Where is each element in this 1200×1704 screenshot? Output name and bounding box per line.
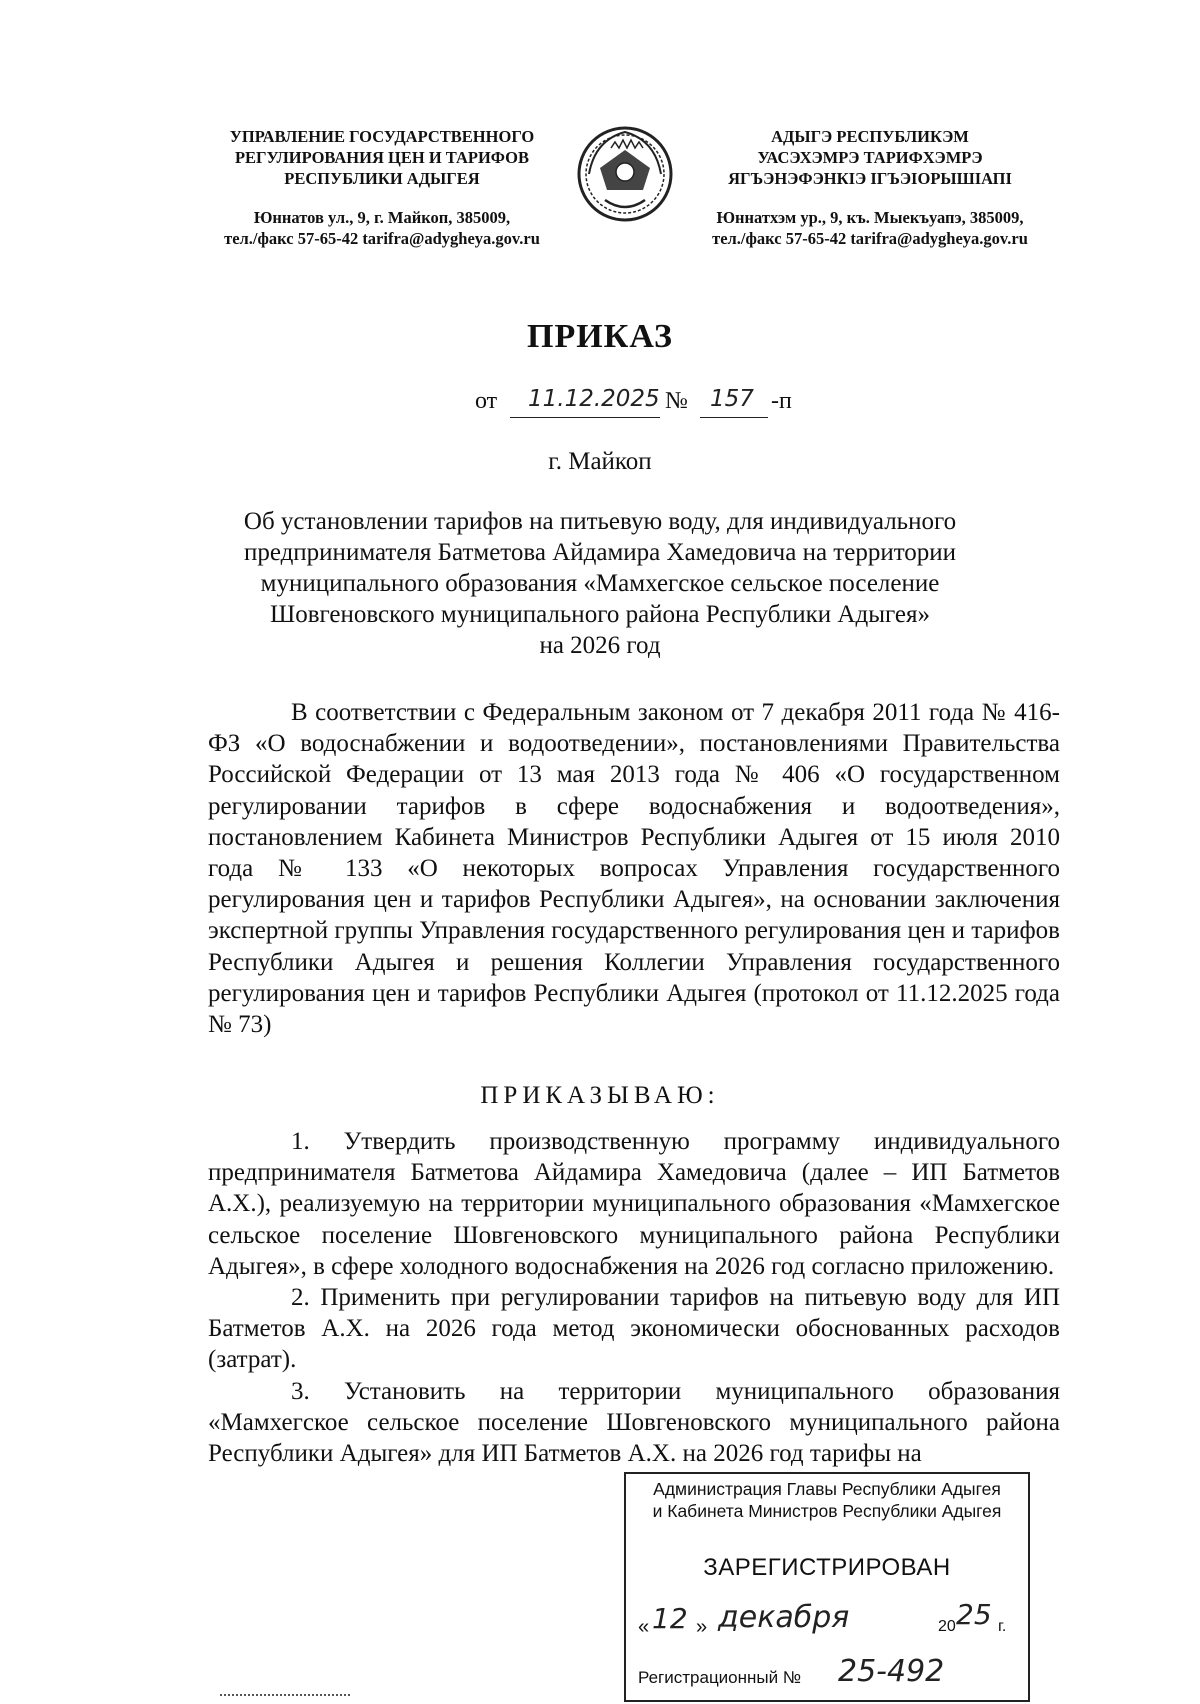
order-item-2: 2. Применить при регулировании тарифов на питьевую воду для ИП Батметов А.Х. на 2026 года метод экономически обоснованных расходов (затрат). <box>208 1284 1060 1374</box>
registration-stamp <box>624 1472 1030 1702</box>
stamp-reg-number-handwritten: 25-492 <box>838 1654 945 1689</box>
header-left-org-line: РЕГУЛИРОВАНИЯ ЦЕН И ТАРИФОВ <box>234 148 530 167</box>
header-left-address-line: Юннатов ул., 9, г. Майкоп, 385009, <box>253 208 511 227</box>
header-left-org-line: РЕСПУБЛИКИ АДЫГЕЯ <box>284 169 480 188</box>
city-line: г. Майкоп <box>548 448 652 475</box>
page-edge-mark <box>220 1694 350 1699</box>
subject-line: Об установлении тарифов на питьевую воду, для индивидуального <box>243 508 957 535</box>
order-items <box>208 1126 1060 1469</box>
republic-emblem-icon <box>575 120 675 230</box>
header-right-address-line: Юннатхэм ур., 9, къ. Мыекъуапэ, 385009, <box>716 208 1024 227</box>
header-right-block <box>680 126 1060 249</box>
decree-heading: ПРИКАЗЫВАЮ: <box>480 1082 720 1109</box>
subject-line: Шовгеновского муниципального района Республики Адыгея» <box>269 601 931 628</box>
stamp-close-quote: » <box>696 1616 708 1638</box>
stamp-org-line: Администрация Главы Республики Адыгея <box>653 1479 1001 1499</box>
preamble-block <box>208 697 1060 1040</box>
header-left-org <box>192 126 572 189</box>
header-left-org-line: УПРАВЛЕНИЕ ГОСУДАРСТВЕННОГО <box>229 127 535 146</box>
stamp-registration-number-line <box>638 1654 1018 1696</box>
stamp-date-line <box>638 1598 1018 1648</box>
header-right-org-line: АДЫГЭ РЕСПУБЛИКЭМ <box>771 127 969 146</box>
subject-line: предпринимателя Батметова Айдамира Хамедовича на территории <box>243 539 957 566</box>
number-underline <box>700 417 768 418</box>
stamp-open-quote: « <box>638 1616 650 1638</box>
stamp-day-handwritten: 12 <box>652 1602 688 1635</box>
stamp-month-handwritten: декабря <box>718 1600 850 1635</box>
stamp-year-unit: г. <box>998 1618 1007 1635</box>
preamble-paragraph: В соответствии с Федеральным законом от 7 декабря 2011 года № 416-ФЗ «О водоснабжении и водоотведении», постановлениями Правительства Российской Федерации от 13 мая 2013 года № 406 «О государственном регулировании тарифов в сфере водоснабжения и водоотведения», постановлением Кабинета Министров Республики Адыгея от 15 июля 2010 года № 133 «О некоторых вопросах Управления государственного регулирования цен и тарифов Республики Адыгея», на основании заключения экспертной группы Управления государственного регулирования цен и тарифов Республики Адыгея и решения Коллегии Управления государственного регулирования цен и тарифов Республики Адыгея (протокол от 11.12.2025 года № 73) <box>208 699 1060 1039</box>
order-subject <box>210 506 990 661</box>
order-number-suffix: -п <box>771 388 792 414</box>
header-right-org-line: УАСЭХЭМРЭ ТАРИФХЭМРЭ <box>757 148 983 167</box>
header-right-org <box>680 126 1060 189</box>
order-date-handwritten: 11.12.2025 <box>528 386 660 412</box>
stamp-year-handwritten: 25 <box>956 1598 992 1631</box>
header-right-address-line: тел./факс 57-65-42 tarifra@adygheya.gov.ru <box>712 229 1028 248</box>
order-number-handwritten: 157 <box>710 386 754 412</box>
subject-line: на 2026 год <box>539 632 661 659</box>
order-item-3: 3. Установить на территории муниципального образования «Мамхегское сельское поселение Шовгеновского муниципального района Республики Адыгея» для ИП Батметов А.Х. на 2026 год тарифы на <box>208 1377 1060 1468</box>
header-left-address-line: тел./факс 57-65-42 tarifra@adygheya.gov.ru <box>224 229 540 248</box>
stamp-reg-label: Регистрационный № <box>638 1668 802 1687</box>
stamp-org-line: и Кабинета Министров Республики Адыгея <box>652 1501 1002 1521</box>
header-right-org-line: ЯГЪЭНЭФЭНКIЭ IГЪЭIОРЫШIАПI <box>728 169 1012 188</box>
subject-line: муниципального образования «Мамхегское сельское поселение <box>260 570 940 597</box>
stamp-organization <box>626 1478 1028 1522</box>
date-underline <box>510 417 660 418</box>
order-number-prefix: № <box>665 388 688 414</box>
order-item-1: 1. Утвердить производственную программу индивидуального предпринимателя Батметова Айдамира Хамедовича (далее – ИП Батметов А.Х.), реализуемую на территории муниципального образования «Мамхегское сельское поселение Шовгеновского муниципального района Республики Адыгея», в сфере холодного водоснабжения на 2026 год согласно приложению. <box>208 1128 1060 1280</box>
stamp-registered-label: ЗАРЕГИСТРИРОВАН <box>703 1554 951 1581</box>
stamp-year-prefix: 20 <box>938 1618 956 1635</box>
header-right-address <box>680 207 1060 249</box>
header-left-address <box>192 207 572 249</box>
header-left-block <box>192 126 572 249</box>
order-date-prefix: от <box>475 388 498 414</box>
document-title: ПРИКАЗ <box>527 318 673 355</box>
